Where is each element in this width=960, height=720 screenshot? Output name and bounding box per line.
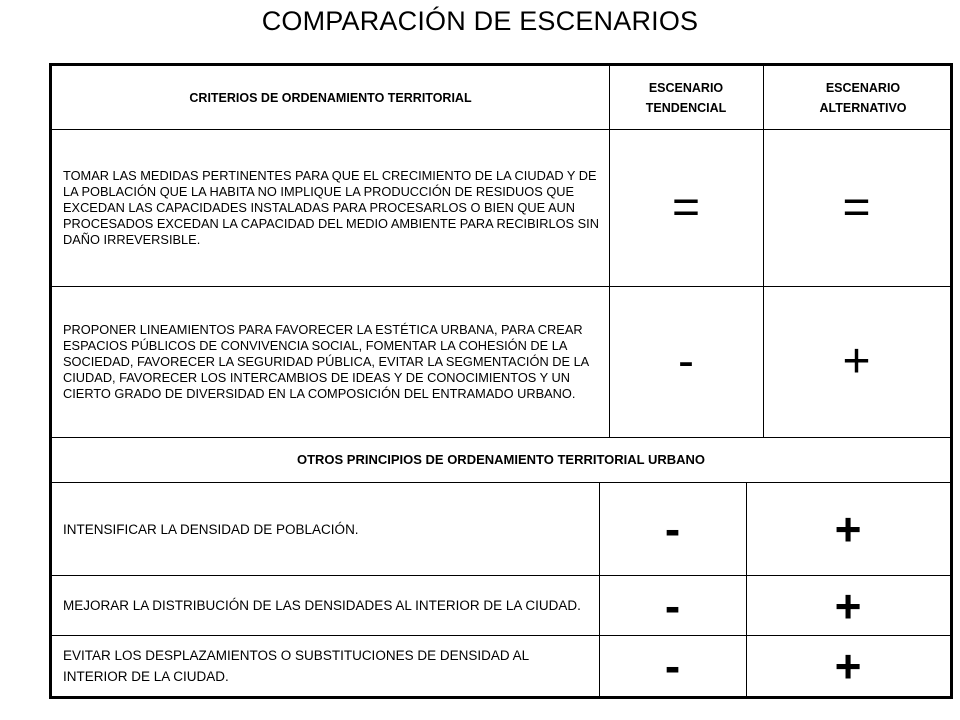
criterion-text: TOMAR LAS MEDIDAS PERTINENTES PARA QUE EL CRECIMIENTO DE LA CIUDAD Y DE LA POBLACIÓN QUE LA HABITA NO IMPLIQUE LA PRODUCCIÓN DE RESIDUOS QUE EXCEDAN LAS CAPACIDADES INSTALADAS PARA PROCESARLOS O BIEN QUE AUN PROCESADOS EXCEDAN LA CAPACIDAD DEL MEDIO AMBIENTE PARA RECIBIRLOS SIN DAÑO IRREVERSIBLE.: [63, 168, 599, 247]
alternativo-value: +: [834, 579, 862, 632]
criterion-text: MEJORAR LA DISTRIBUCIÓN DE LAS DENSIDADES AL INTERIOR DE LA CIUDAD.: [63, 598, 581, 613]
header-tendencial: ESCENARIO TENDENCIAL: [645, 80, 727, 115]
alternativo-value: +: [842, 335, 871, 388]
page-title: COMPARACIÓN DE ESCENARIOS: [261, 6, 699, 36]
criterion-text: INTENSIFICAR LA DENSIDAD DE POBLACIÓN.: [63, 521, 359, 537]
section-header: OTROS PRINCIPIOS DE ORDENAMIENTO TERRITORIAL URBANO: [296, 452, 706, 467]
criterion-text: PROPONER LINEAMIENTOS PARA FAVORECER LA ESTÉTICA URBANA, PARA CREAR ESPACIOS PÚBLICOS DE CONVIVENCIA SOCIAL, FOMENTAR LA COHESIÓN DE LA SOCIEDAD, FAVORECER LA SEGURIDAD PÚBLICA, EVITAR LA SEGMENTACIÓN DE LA CIUDAD, FAVORECER LOS INTERCAMBIOS DE IDEAS Y DE CONOCIMIENTOS Y UN CIERTO GRADO DE DIVERSIDAD EN LA COMPOSICIÓN DEL ENTRAMADO URBANO.: [63, 322, 589, 401]
tendencial-value: -: [664, 640, 681, 692]
criterion-text: EVITAR LOS DESPLAZAMIENTOS O SUBSTITUCIONES DE DENSIDAD AL INTERIOR DE LA CIUDAD.: [63, 648, 529, 684]
tendencial-value: -: [664, 503, 681, 555]
header-criteria: CRITERIOS DE ORDENAMIENTO TERRITORIAL: [189, 90, 472, 105]
alternativo-value: +: [834, 503, 862, 555]
header-alternativo: ESCENARIO ALTERNATIVO: [819, 80, 907, 115]
alternativo-value: +: [834, 640, 862, 692]
comparison-table: [49, 63, 953, 699]
tendencial-value: -: [678, 335, 694, 388]
alternativo-value: =: [842, 181, 871, 234]
tendencial-value: -: [664, 579, 681, 632]
tendencial-value: =: [671, 181, 701, 234]
